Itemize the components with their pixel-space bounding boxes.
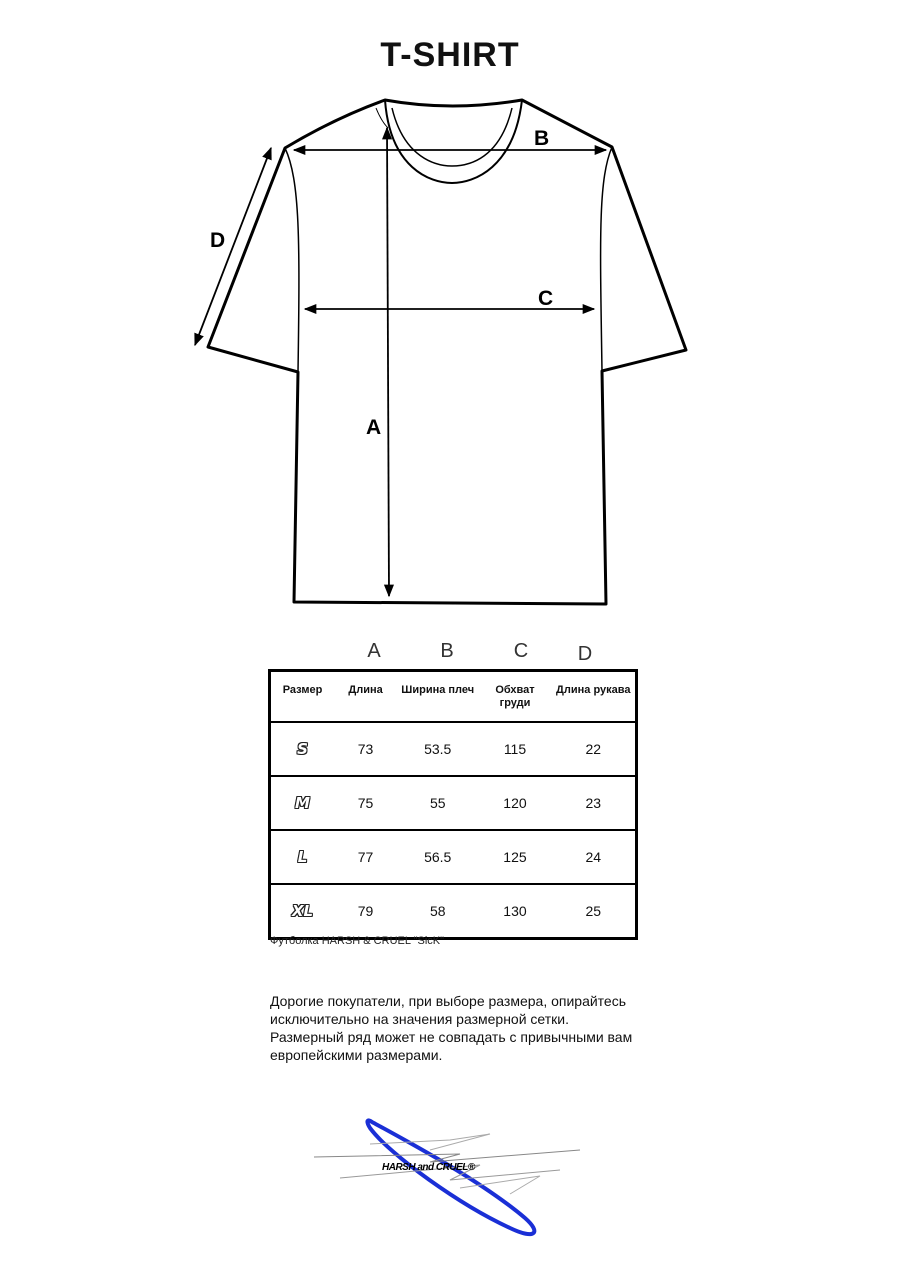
cell-sleeve-length: 24: [552, 830, 637, 884]
measure-d-label: D: [210, 229, 226, 252]
cell-sleeve-length: 22: [552, 722, 637, 776]
size-label: S: [297, 740, 308, 758]
column-letter-d: D: [577, 643, 593, 665]
tshirt-diagram: [0, 0, 900, 620]
logo-wordmark: HARSH and CRUEL®: [382, 1162, 475, 1173]
cell-sleeve-length: 23: [552, 776, 637, 830]
table-row: [270, 722, 637, 776]
cell-chest: 120: [478, 776, 551, 830]
size-label: XL: [291, 902, 314, 920]
cell-length: 79: [357, 903, 374, 919]
size-note-line: Дорогие покупатели, при выборе размера, опирайтесь: [270, 993, 627, 1009]
cell-shoulder-width: 55: [397, 776, 478, 830]
header-chest: Обхват груди: [478, 671, 551, 723]
column-letter-b: B: [440, 640, 454, 662]
cell-length: 77: [334, 830, 397, 884]
cell-chest: 130: [503, 903, 527, 919]
brand-logo: [310, 1110, 590, 1240]
cell-shoulder-width: 56.5: [397, 830, 478, 884]
size-note-line: европейскими размерами.: [270, 1047, 443, 1063]
measure-b-label: B: [534, 127, 550, 150]
cell-sleeve-length: 25: [585, 903, 602, 919]
header-length: Длина: [334, 671, 397, 723]
size-table-header: [270, 671, 637, 723]
cell-shoulder-width: 58: [429, 903, 446, 919]
column-letter-c: C: [513, 640, 529, 662]
column-letter-a: A: [367, 640, 381, 662]
header-size: Размер: [270, 671, 335, 723]
product-caption: Футболка HARSH & CRUEL "SicK": [270, 935, 445, 947]
size-note-line: Размерный ряд может не совпадать с привычными вам: [270, 1029, 633, 1045]
cell-chest: 115: [478, 722, 551, 776]
size-note: [270, 992, 700, 1064]
logo-orbit: [367, 1120, 534, 1234]
measure-a-label: A: [366, 416, 382, 439]
tshirt-outline: [208, 100, 686, 604]
cell-chest: 125: [478, 830, 551, 884]
size-table: [268, 669, 638, 940]
cell-length: 75: [334, 776, 397, 830]
table-row: [270, 776, 637, 830]
size-note-line: исключительно на значения размерной сетки.: [270, 1011, 569, 1027]
page-title: T-SHIRT: [380, 36, 520, 74]
table-row: [270, 830, 637, 884]
measure-a-arrow: [387, 128, 389, 596]
header-sleeve-length: Длина рукава: [552, 671, 637, 723]
measure-c-label: C: [538, 287, 554, 310]
table-row: [270, 884, 637, 939]
measure-d-arrow: [195, 148, 271, 345]
cell-length: 73: [334, 722, 397, 776]
header-shoulder-width: Ширина плеч: [397, 671, 478, 723]
cell-shoulder-width: 53.5: [397, 722, 478, 776]
size-label: L: [297, 848, 308, 866]
size-label: M: [295, 794, 310, 812]
